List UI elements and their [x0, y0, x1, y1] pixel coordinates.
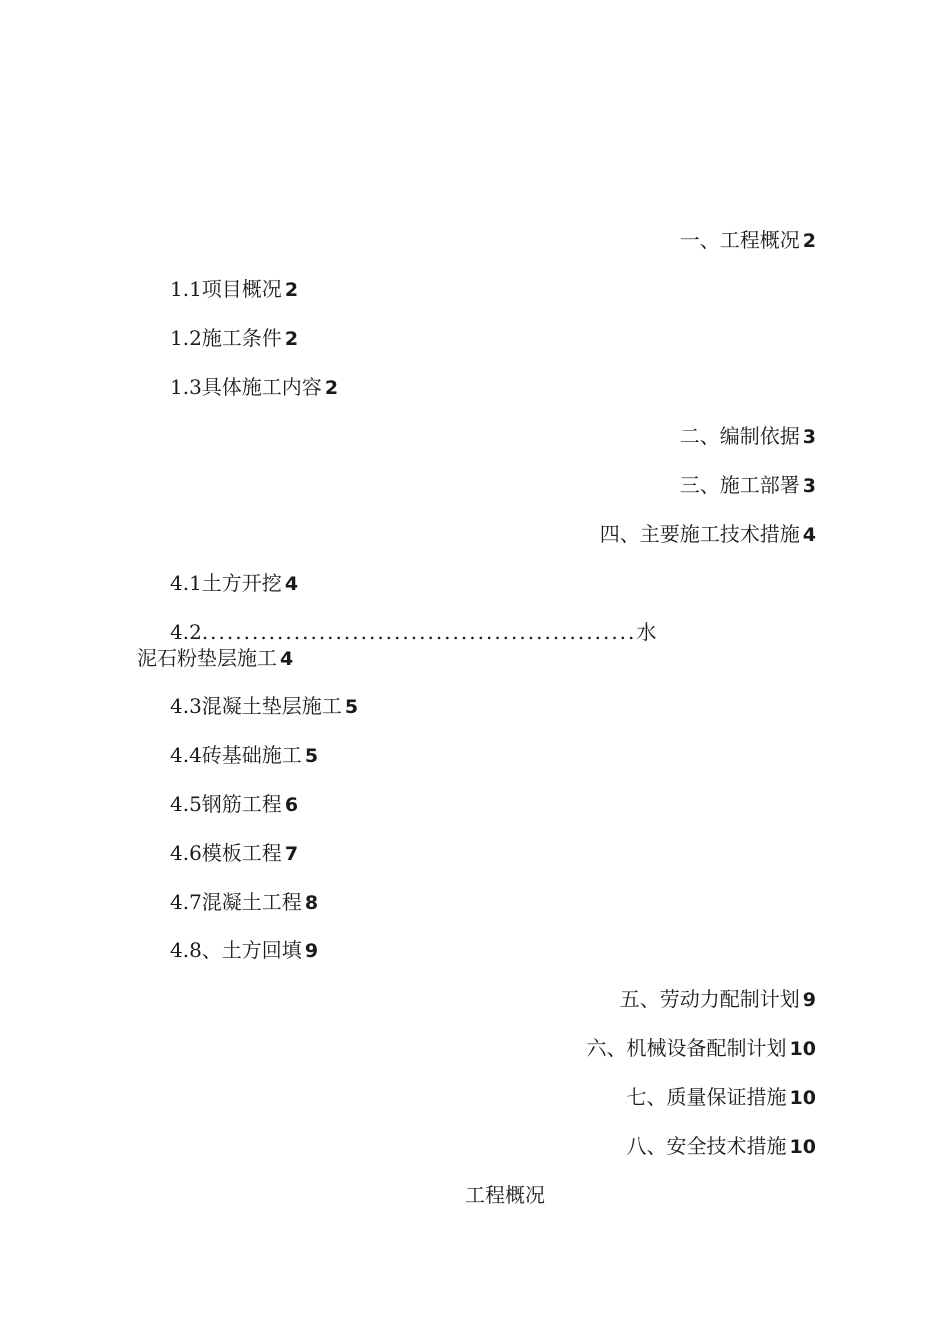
toc-page-number: 9: [304, 940, 319, 962]
toc-entry-s4[interactable]: [600, 522, 816, 547]
toc-page-number: 10: [789, 1038, 816, 1060]
toc-label: 五、劳动力配制计划: [619, 987, 800, 1011]
toc-label: 1.2施工条件: [170, 326, 282, 350]
toc-label: 1.1项目概况: [170, 277, 282, 301]
toc-entry-s4-2[interactable]: [170, 620, 820, 644]
toc-page-number: 4: [284, 573, 299, 595]
toc-page-number: 8: [304, 892, 319, 914]
toc-label: 二、编制依据: [679, 424, 800, 448]
toc-label: 4.3混凝土垫层施工: [170, 694, 342, 718]
toc-page-number: 2: [284, 328, 299, 350]
toc-dot-leader: ....................................................: [201, 620, 637, 644]
toc-entry-s8[interactable]: [627, 1134, 816, 1159]
toc-page-number: 5: [304, 745, 319, 767]
toc-page-number: 4: [280, 648, 294, 670]
toc-page-number: 3: [802, 475, 816, 497]
toc-entry-s1-1[interactable]: [170, 277, 298, 302]
toc-page-number: 7: [284, 843, 299, 865]
toc-page-number: 2: [802, 230, 816, 252]
toc-entry-s4-1[interactable]: [170, 571, 298, 596]
toc-label: 4.5钢筋工程: [170, 792, 282, 816]
toc-page-number: 4: [802, 524, 816, 546]
toc-page-number: 10: [789, 1136, 816, 1158]
toc-entry-s4-5[interactable]: [170, 792, 298, 817]
toc-entry-s4-4[interactable]: [170, 743, 318, 768]
toc-entry-s1-3[interactable]: [170, 375, 338, 400]
toc-label: 4.8、土方回填: [170, 938, 302, 962]
toc-page-number: 6: [284, 794, 299, 816]
toc-label: 三、施工部署: [679, 473, 800, 497]
toc-entry-s7[interactable]: [627, 1085, 816, 1110]
toc-page-number: 9: [802, 989, 816, 1011]
toc-page-number: 3: [802, 426, 816, 448]
toc-label: 4.6模板工程: [170, 841, 282, 865]
toc-entry-s4-6[interactable]: [170, 841, 298, 866]
toc-page-number: 5: [344, 696, 359, 718]
toc-label: 一、工程概况: [679, 228, 800, 252]
toc-page-number: 10: [789, 1087, 816, 1109]
toc-label: 四、主要施工技术措施: [599, 522, 800, 546]
toc-label: 七、质量保证措施: [626, 1085, 787, 1109]
toc-label: 4.4砖基础施工: [170, 743, 302, 767]
toc-number: 4.2: [170, 620, 202, 644]
toc-entry-s1[interactable]: [680, 228, 816, 253]
toc-entry-s4-3[interactable]: [170, 694, 358, 719]
toc-entry-s4-2-continued[interactable]: [137, 646, 293, 671]
toc-label: 4.7混凝土工程: [170, 890, 302, 914]
toc-label: 六、机械设备配制计划: [586, 1036, 787, 1060]
section-heading: 工程概况: [465, 1183, 545, 1207]
toc-label-rest: 泥石粉垫层施工: [137, 646, 277, 670]
toc-entry-s6[interactable]: [587, 1036, 816, 1061]
toc-label-start: 水: [636, 620, 657, 644]
toc-entry-s4-8[interactable]: [170, 938, 318, 963]
toc-entry-s1-2[interactable]: [170, 326, 298, 351]
toc-entry-s4-7[interactable]: [170, 890, 318, 915]
toc-label: 1.3具体施工内容: [170, 375, 322, 399]
toc-label: 八、安全技术措施: [626, 1134, 787, 1158]
toc-page-number: 2: [324, 377, 339, 399]
toc-entry-s5[interactable]: [620, 987, 816, 1012]
toc-label: 4.1土方开挖: [170, 571, 282, 595]
toc-entry-s3[interactable]: [680, 473, 816, 498]
toc-entry-s2[interactable]: [680, 424, 816, 449]
toc-page-number: 2: [284, 279, 299, 301]
